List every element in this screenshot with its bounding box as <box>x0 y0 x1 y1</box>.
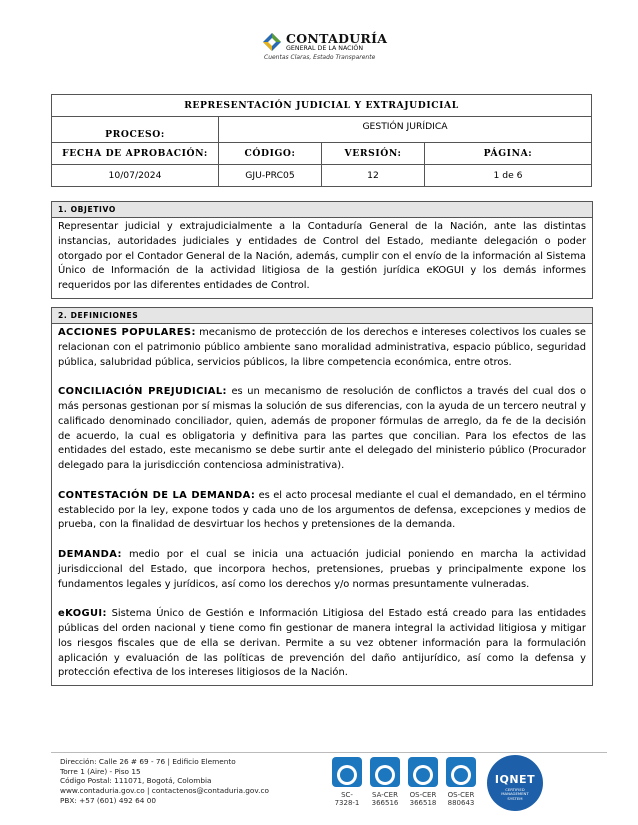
footer-divider <box>51 752 607 753</box>
definition-term: CONTESTACIÓN DE LA DEMANDA: <box>58 489 256 501</box>
logo-brand-subtitle: GENERAL DE LA NACIÓN <box>286 45 364 52</box>
iqnet-title: IQNET <box>494 773 536 786</box>
logo-brand: CONTADURÍA <box>286 31 388 46</box>
definition-term: DEMANDA: <box>58 548 122 560</box>
document-title: REPRESENTACIÓN JUDICIAL Y EXTRAJUDICIAL <box>52 95 592 117</box>
definition-item <box>58 607 586 681</box>
pagina-value: 1 de 6 <box>425 165 592 187</box>
definiciones-section <box>51 307 593 686</box>
footer-phone: PBX: +57 (601) 492 64 00 <box>60 795 156 805</box>
definition-text: es el acto procesal mediante el cual el demandado, en el término establecido por la ley, expone todos y cada uno de los argumentos de defensa, excepciones y medios de prueba, con la finalidad de desvirtuar los hechos y pretensiones de la demanda. <box>58 489 586 531</box>
definition-text: es un mecanismo de resolución de conflictos a través del cual dos o más personas gestionan por sí mismas la solución de sus diferencias, con la ayuda de un tercero neutral y calificado denominado conciliador, quien, además de proponer fórmulas de arreglo, da fe de la decisión de acuerdo, la cual es obligatoria y definitiva para las partes que concilian. Para los efectos de las entidades del estado, este mecanismo se debe surtir ante el delegado del ministerio público (Procurador delegado para la jurisdicción contenciosa administrativa). <box>58 386 586 472</box>
document-header-table <box>51 94 592 187</box>
iqnet-cert-badge <box>487 755 543 811</box>
contaduria-logo <box>262 30 392 64</box>
definition-item <box>58 548 586 592</box>
definition-text: Sistema Único de Gestión e Información Litigiosa del Estado está creado para las entidades públicas del orden nacional y tiene como fin gestionar de manera integral la actividad litigiosa y mitigar los riesgos fiscales que de ella se derivan. Permite a su vez obtener información para la formulación aplicación y evaluación de las políticas de prevención del daño antijurídico, así como la defensa y protección efectiva de los intereses litigiosos de la Nación. <box>58 608 586 679</box>
proceso-label: PROCESO: <box>52 117 219 143</box>
definition-text: medio por el cual se inicia una actuación judicial poniendo en marcha la actividad jurisdiccional del Estado, que incorpora hechos, pretensiones, pruebas y principalmente expone los fundamentos legales y jurídicos, así como los derechos y/o normas presuntamente vulneradas. <box>58 548 586 590</box>
icontec-icon <box>446 757 476 787</box>
definition-term: CONCILIACIÓN PREJUDICIAL: <box>58 386 227 398</box>
icontec-icon <box>332 757 362 787</box>
proceso-value: GESTIÓN JURÍDICA <box>219 117 592 143</box>
footer-postal: Código Postal: 111071, Bogotá, Colombia <box>60 776 212 786</box>
objetivo-text: Representar judicial y extrajudicialmente a la Contaduría General de la Nación, ante las distintas instancias, autoridades judiciales y entidades de Control del Estado, mediante delegación o poder otorgado por el Contador General de la Nación, además, cumplir con el envío de la información al Sistema Único de Información de la actividad litigiosa de la gestión jurídica eKOGUI y los demás informes requeridos por las diferentes entidades de Control. <box>58 221 586 292</box>
definiciones-heading: 2. DEFINICIONES <box>52 308 592 324</box>
icontec-icon <box>408 757 438 787</box>
icontec-cert-badge: OS-CER 366518 <box>406 757 440 815</box>
iqnet-subtitle: CERTIFIED MANAGEMENT SYSTEM <box>501 787 529 801</box>
definition-text: mecanismo de protección de los derechos e intereses colectivos los cuales se relacionan con el patrimonio público ambiente sano moralidad administrativa, espacio público, seguridad pública, salubridad pública, servicios públicos, la libre competencia económica, entre otros. <box>58 327 586 368</box>
codigo-label: CÓDIGO: <box>219 143 322 165</box>
logo-slogan: Cuentas Claras, Estado Transparente <box>264 54 376 61</box>
definition-item <box>58 385 586 474</box>
definition-term: eKOGUI: <box>58 608 107 620</box>
contaduria-logo-icon <box>262 32 282 52</box>
objetivo-section <box>51 201 593 299</box>
footer-web-email: www.contaduria.gov.co | contactenos@contaduria.gov.co <box>60 786 269 796</box>
version-value: 12 <box>322 165 425 187</box>
icontec-cert-badge: SA-CER 366516 <box>368 757 402 815</box>
definition-item <box>58 326 586 370</box>
pagina-label: PÁGINA: <box>425 143 592 165</box>
footer-tower: Torre 1 (Aire) - Piso 15 <box>60 766 141 776</box>
codigo-value: GJU-PRC05 <box>219 165 322 187</box>
footer-contact <box>60 757 269 806</box>
icontec-cert-badge: SC- 7328-1 <box>330 757 364 815</box>
version-label: VERSIÓN: <box>322 143 425 165</box>
fecha-aprobacion-value: 10/07/2024 <box>52 165 219 187</box>
icontec-cert-badge: OS-CER 880643 <box>444 757 478 815</box>
fecha-aprobacion-label: FECHA DE APROBACIÓN: <box>52 143 219 165</box>
icontec-icon <box>370 757 400 787</box>
footer-address: Dirección: Calle 26 # 69 - 76 | Edificio Elemento <box>60 757 236 766</box>
objetivo-heading: 1. OBJETIVO <box>52 202 592 218</box>
definition-term: ACCIONES POPULARES: <box>58 327 196 338</box>
definition-item <box>58 489 586 533</box>
